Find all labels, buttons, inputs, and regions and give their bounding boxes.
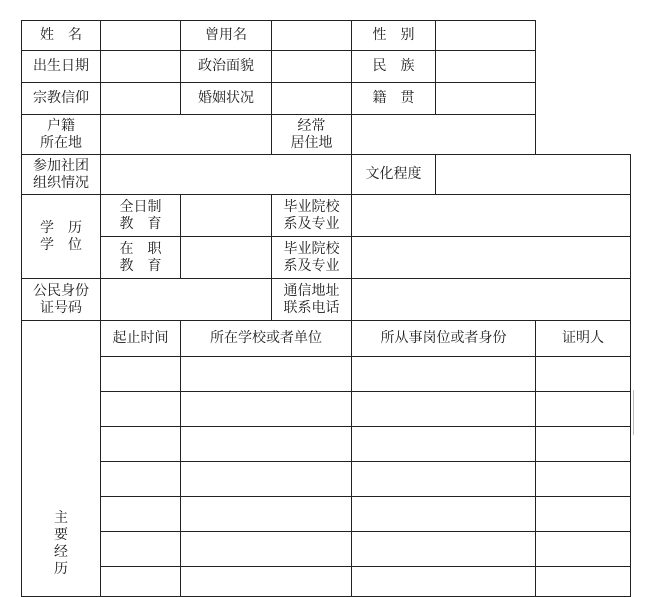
id-number-label: 公民身份 证号码 [22, 279, 101, 321]
school-unit-cell[interactable] [181, 532, 352, 567]
inservice-school-major-label: 毕业院校 系及专业 [272, 237, 352, 279]
id-number-field[interactable] [101, 279, 272, 321]
period-cell[interactable] [101, 532, 181, 567]
page-edge-mark [633, 390, 634, 435]
experience-row [22, 462, 631, 497]
former-name-field[interactable] [272, 21, 352, 51]
experience-row [22, 497, 631, 532]
witness-cell[interactable] [536, 357, 631, 392]
witness-cell[interactable] [536, 532, 631, 567]
household-label: 户籍 所在地 [22, 115, 101, 155]
experience-row [22, 357, 631, 392]
witness-cell[interactable] [536, 462, 631, 497]
residence-label: 经常 居住地 [272, 115, 352, 155]
political-status-field[interactable] [272, 51, 352, 83]
experience-label: 主 要 经 历 [22, 321, 101, 597]
position-cell[interactable] [352, 567, 536, 597]
witness-cell[interactable] [536, 567, 631, 597]
experience-row [22, 567, 631, 597]
name-field[interactable] [101, 21, 181, 51]
contact-field[interactable] [352, 279, 631, 321]
inservice-education-label: 在 职 教 育 [101, 237, 181, 279]
education-level-label: 文化程度 [352, 155, 436, 195]
residence-field[interactable] [352, 115, 536, 155]
ethnicity-label: 民 族 [352, 51, 436, 83]
position-cell[interactable] [352, 532, 536, 567]
marital-status-field[interactable] [272, 83, 352, 115]
period-header: 起止时间 [101, 321, 181, 357]
position-cell[interactable] [352, 357, 536, 392]
fulltime-school-major-field[interactable] [352, 195, 631, 237]
school-unit-header: 所在学校或者单位 [181, 321, 352, 357]
education-level-field[interactable] [436, 155, 631, 195]
position-cell[interactable] [352, 497, 536, 532]
position-cell[interactable] [352, 427, 536, 462]
registration-form [21, 20, 631, 597]
witness-cell[interactable] [536, 497, 631, 532]
position-cell[interactable] [352, 462, 536, 497]
inservice-education-field[interactable] [181, 237, 272, 279]
period-cell[interactable] [101, 427, 181, 462]
fulltime-education-label: 全日制 教 育 [101, 195, 181, 237]
native-place-label: 籍 贯 [352, 83, 436, 115]
birth-date-label: 出生日期 [22, 51, 101, 83]
period-cell[interactable] [101, 462, 181, 497]
period-cell[interactable] [101, 392, 181, 427]
household-field[interactable] [101, 115, 272, 155]
fulltime-school-major-label: 毕业院校 系及专业 [272, 195, 352, 237]
religion-field[interactable] [101, 83, 181, 115]
photo-area [536, 21, 631, 155]
period-cell[interactable] [101, 497, 181, 532]
gender-field[interactable] [436, 21, 536, 51]
experience-row [22, 427, 631, 462]
school-unit-cell[interactable] [181, 392, 352, 427]
ethnicity-field[interactable] [436, 51, 536, 83]
witness-cell[interactable] [536, 427, 631, 462]
witness-header: 证明人 [536, 321, 631, 357]
gender-label: 性 别 [352, 21, 436, 51]
school-unit-cell[interactable] [181, 567, 352, 597]
school-unit-cell[interactable] [181, 497, 352, 532]
native-place-field[interactable] [436, 83, 536, 115]
period-cell[interactable] [101, 357, 181, 392]
experience-row [22, 532, 631, 567]
witness-cell[interactable] [536, 392, 631, 427]
school-unit-cell[interactable] [181, 427, 352, 462]
experience-row [22, 392, 631, 427]
position-cell[interactable] [352, 392, 536, 427]
political-status-label: 政治面貌 [181, 51, 272, 83]
contact-label: 通信地址 联系电话 [272, 279, 352, 321]
organization-label: 参加社团 组织情况 [22, 155, 101, 195]
fulltime-education-field[interactable] [181, 195, 272, 237]
marital-status-label: 婚姻状况 [181, 83, 272, 115]
name-label: 姓 名 [22, 21, 101, 51]
school-unit-cell[interactable] [181, 462, 352, 497]
organization-field[interactable] [101, 155, 352, 195]
degree-label: 学 历 学 位 [22, 195, 101, 279]
school-unit-cell[interactable] [181, 357, 352, 392]
former-name-label: 曾用名 [181, 21, 272, 51]
inservice-school-major-field[interactable] [352, 237, 631, 279]
period-cell[interactable] [101, 567, 181, 597]
religion-label: 宗教信仰 [22, 83, 101, 115]
birth-date-field[interactable] [101, 51, 181, 83]
position-header: 所从事岗位或者身份 [352, 321, 536, 357]
